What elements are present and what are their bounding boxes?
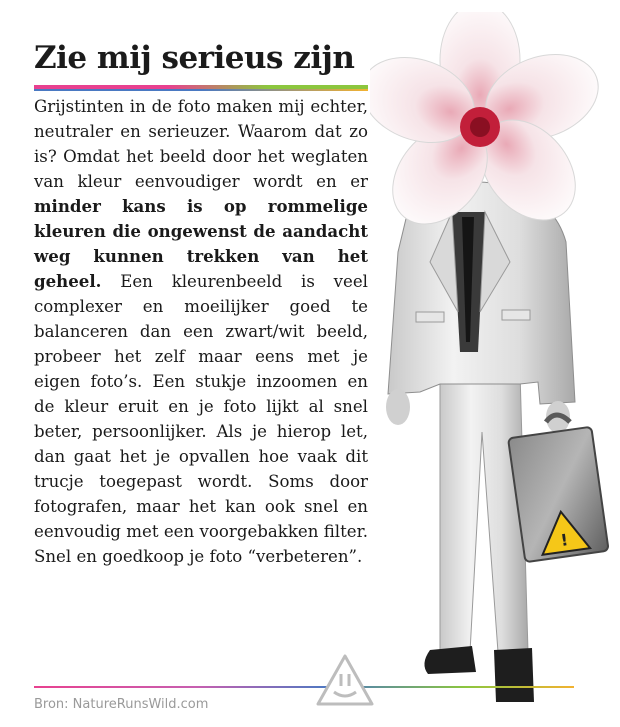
bottom-divider	[34, 686, 574, 688]
article-body	[34, 94, 368, 569]
body-emphasis: minder kans is op rommelige kleuren die ongewenst de aandacht weg kunnen trekken van het geheel.	[34, 196, 368, 291]
article-title: Zie mij serieus zijn	[34, 40, 355, 76]
source-credit: Bron: NatureRunsWild.com	[34, 697, 209, 712]
flower-headed-businessman-illustration	[370, 12, 610, 712]
svg-text:!: !	[559, 530, 570, 550]
warning-triangle-logo	[314, 652, 376, 710]
title-underline-secondary	[34, 89, 368, 91]
body-rest: Een kleurenbeeld is veel complexer en moeilijker goed te balanceren dan een zwart/wit beeld, probeer het zelf maar eens met je eigen foto’s. Een stukje inzoomen en de kleur eruit en je foto lijkt al snel beter, persoonlijker. Als je hierop let, dan gaat het je opvallen hoe vaak dit trucje toegepast wordt. Soms door fotografen, maar het kan ook snel en eenvoudig met een voorgebakken filter. Snel en goedkoop je foto “verbeteren”.	[34, 272, 368, 566]
body-intro: Grijstinten in de foto maken mij echter, neutraler en serieuzer. Waarom dat zo is? Omdat het beeld door het weglaten van kleur eenvoudiger wordt en er	[34, 97, 368, 191]
